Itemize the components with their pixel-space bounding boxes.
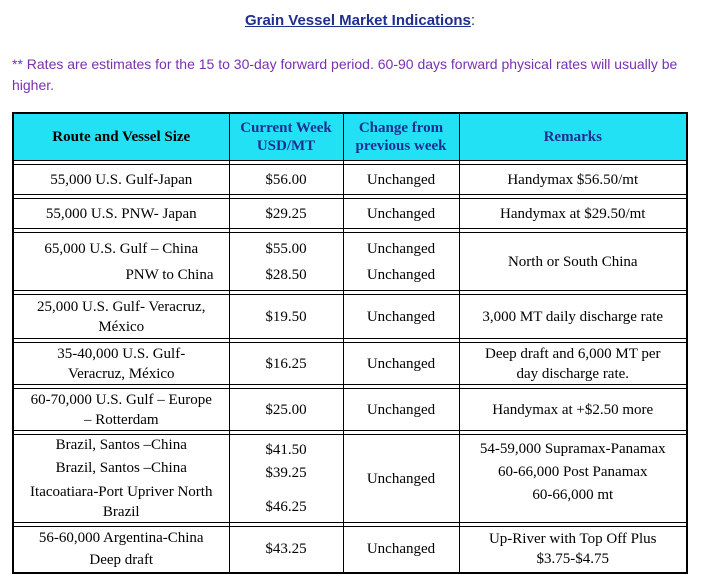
header-current-week: Current Week USD/MT xyxy=(229,113,343,161)
change-cell: Unchanged xyxy=(343,165,459,195)
header-row xyxy=(13,113,687,161)
rate-cell: $56.00 xyxy=(229,165,343,195)
header-route: Route and Vessel Size xyxy=(13,113,229,161)
change-cell: Unchanged xyxy=(343,527,459,573)
table-row xyxy=(13,435,687,523)
remarks-cell: Up-River with Top Off Plus $3.75-$4.75 xyxy=(459,527,687,573)
table-row xyxy=(13,295,687,339)
route-cell: 55,000 U.S. Gulf-Japan xyxy=(13,165,229,195)
rate-cell: $43.25 xyxy=(229,527,343,573)
rate-cell: $29.25 xyxy=(229,199,343,229)
table-row xyxy=(13,199,687,229)
remarks-cell: North or South China xyxy=(459,233,687,291)
remarks-cell: Deep draft and 6,000 MT per day discharge rate. xyxy=(459,343,687,385)
rate-cell: $19.50 xyxy=(229,295,343,339)
header-change: Change from previous week xyxy=(343,113,459,161)
rate-cell: $41.50 $39.25 $46.25 xyxy=(229,435,343,523)
table-row xyxy=(13,233,687,291)
table-row xyxy=(13,165,687,195)
table-row xyxy=(13,527,687,573)
title-colon: : xyxy=(470,12,476,29)
change-cell: Unchanged Unchanged xyxy=(343,233,459,291)
remarks-cell: 54-59,000 Supramax-Panamax 60-66,000 Post Panamax 60-66,000 mt xyxy=(459,435,687,523)
route-cell: 25,000 U.S. Gulf- Veracruz, México xyxy=(13,295,229,339)
change-cell: Unchanged xyxy=(343,295,459,339)
remarks-cell: Handymax at $29.50/mt xyxy=(459,199,687,229)
table-row xyxy=(13,389,687,431)
rate-cell: $55.00 $28.50 xyxy=(229,233,343,291)
rate-note: ** Rates are estimates for the 15 to 30-day forward period. 60-90 days forward physical rates will usually be higher. xyxy=(12,56,678,93)
change-cell: Unchanged xyxy=(343,389,459,431)
change-cell: Unchanged xyxy=(343,199,459,229)
route-cell: 65,000 U.S. Gulf – China PNW to China xyxy=(13,233,229,291)
remarks-cell: Handymax $56.50/mt xyxy=(459,165,687,195)
remarks-cell: Handymax at +$2.50 more xyxy=(459,389,687,431)
route-cell: 60-70,000 U.S. Gulf – Europe – Rotterdam xyxy=(13,389,229,431)
rate-cell: $16.25 xyxy=(229,343,343,385)
title-text: Grain Vessel Market Indications xyxy=(244,12,471,29)
route-cell: Brazil, Santos –China Brazil, Santos –China Itacoatiara-Port Upriver North Brazil xyxy=(13,435,229,523)
page-title xyxy=(0,12,720,29)
header-remarks: Remarks xyxy=(459,113,687,161)
change-cell: Unchanged xyxy=(343,343,459,385)
rate-cell: $25.00 xyxy=(229,389,343,431)
rates-table xyxy=(12,112,688,574)
route-cell: 56-60,000 Argentina-China Deep draft xyxy=(13,527,229,573)
table-row xyxy=(13,343,687,385)
change-cell: Unchanged xyxy=(343,435,459,523)
remarks-cell: 3,000 MT daily discharge rate xyxy=(459,295,687,339)
route-cell: 35-40,000 U.S. Gulf- Veracruz, México xyxy=(13,343,229,385)
route-cell: 55,000 U.S. PNW- Japan xyxy=(13,199,229,229)
